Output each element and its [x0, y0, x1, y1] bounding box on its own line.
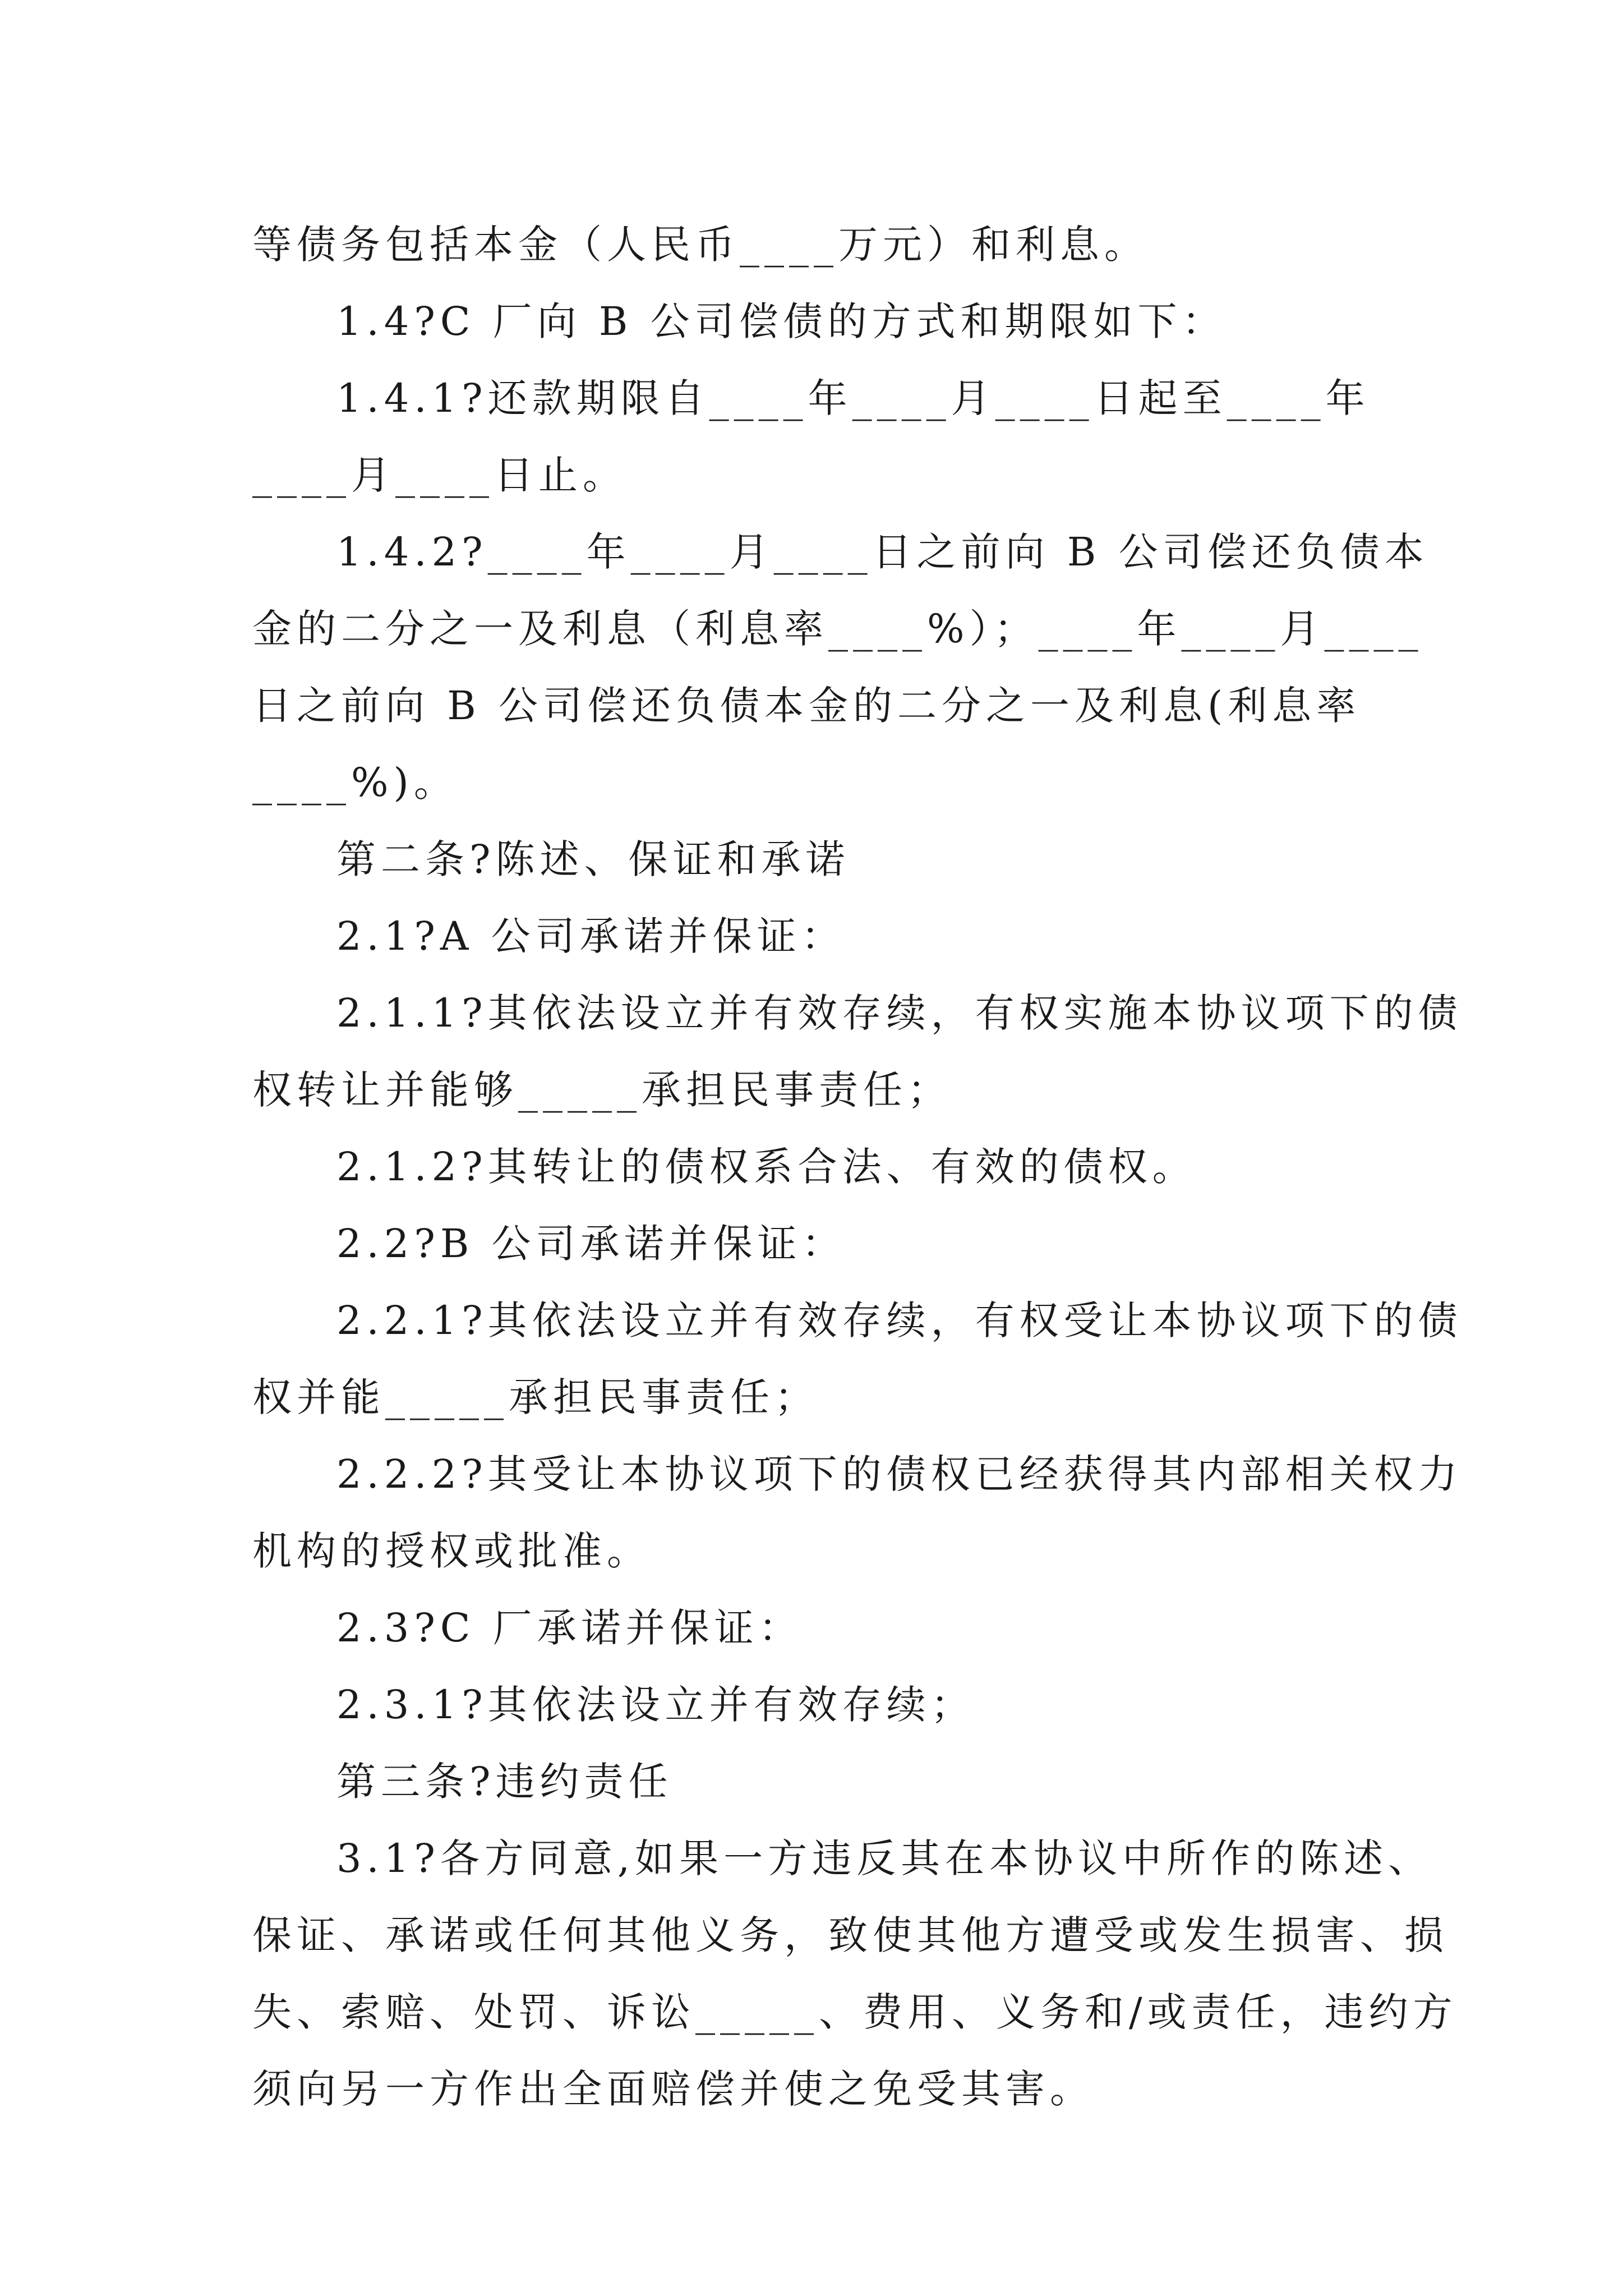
- paragraph-2-1-1: 2.1.1?其依法设立并有效存续，有权实施本协议项下的债权转让并能够_____承担民事责任；: [252, 990, 1463, 1113]
- paragraph-2-3: 2.3?C 厂承诺并保证：: [336, 1605, 803, 1651]
- heading-article-2: 第二条?陈述、保证和承诺: [336, 836, 850, 882]
- paragraph-1-4: 1.4?C 厂向 B 公司偿债的方式和期限如下：: [336, 298, 1227, 344]
- paragraph-3-1: 3.1?各方同意,如果一方违反其在本协议中所作的陈述、保证、承诺或任何其他义务，致使其他方遭受或发生损害、损失、索赔、处罚、诉讼_____、费用、义务和/或责任，违约方须向另一方作出全面赔偿并使之免受其害。: [252, 1835, 1458, 2112]
- paragraph-debt-principal: 等债务包括本金（人民币____万元）和利息。: [252, 222, 1149, 268]
- paragraph-2-2: 2.2?B 公司承诺并保证：: [336, 1221, 846, 1267]
- paragraph-1-4-1: 1.4.1?还款期限自____年____月____日起至____年____月____日止。: [252, 375, 1370, 498]
- document-body: [252, 206, 1464, 2128]
- paragraph-1-4-2: 1.4.2?____年____月____日之前向 B 公司偿还负债本金的二分之一及利息（利息率____%）；____年____月____日之前向 B 公司偿还负债本金的二分之一及利息(利息率____%)。: [252, 529, 1429, 806]
- paragraph-2-1: 2.1?A 公司承诺并保证：: [336, 913, 846, 959]
- paragraph-2-1-2: 2.1.2?其转让的债权系合法、有效的债权。: [336, 1144, 1197, 1190]
- paragraph-2-2-2: 2.2.2?其受让本协议项下的债权已经获得其内部相关权力机构的授权或批准。: [252, 1451, 1463, 1574]
- paragraph-2-2-1: 2.2.1?其依法设立并有效存续，有权受让本协议项下的债权并能_____承担民事责任；: [252, 1297, 1463, 1420]
- paragraph-2-3-1: 2.3.1?其依法设立并有效存续；: [336, 1682, 975, 1728]
- heading-article-3: 第三条?违约责任: [336, 1759, 673, 1805]
